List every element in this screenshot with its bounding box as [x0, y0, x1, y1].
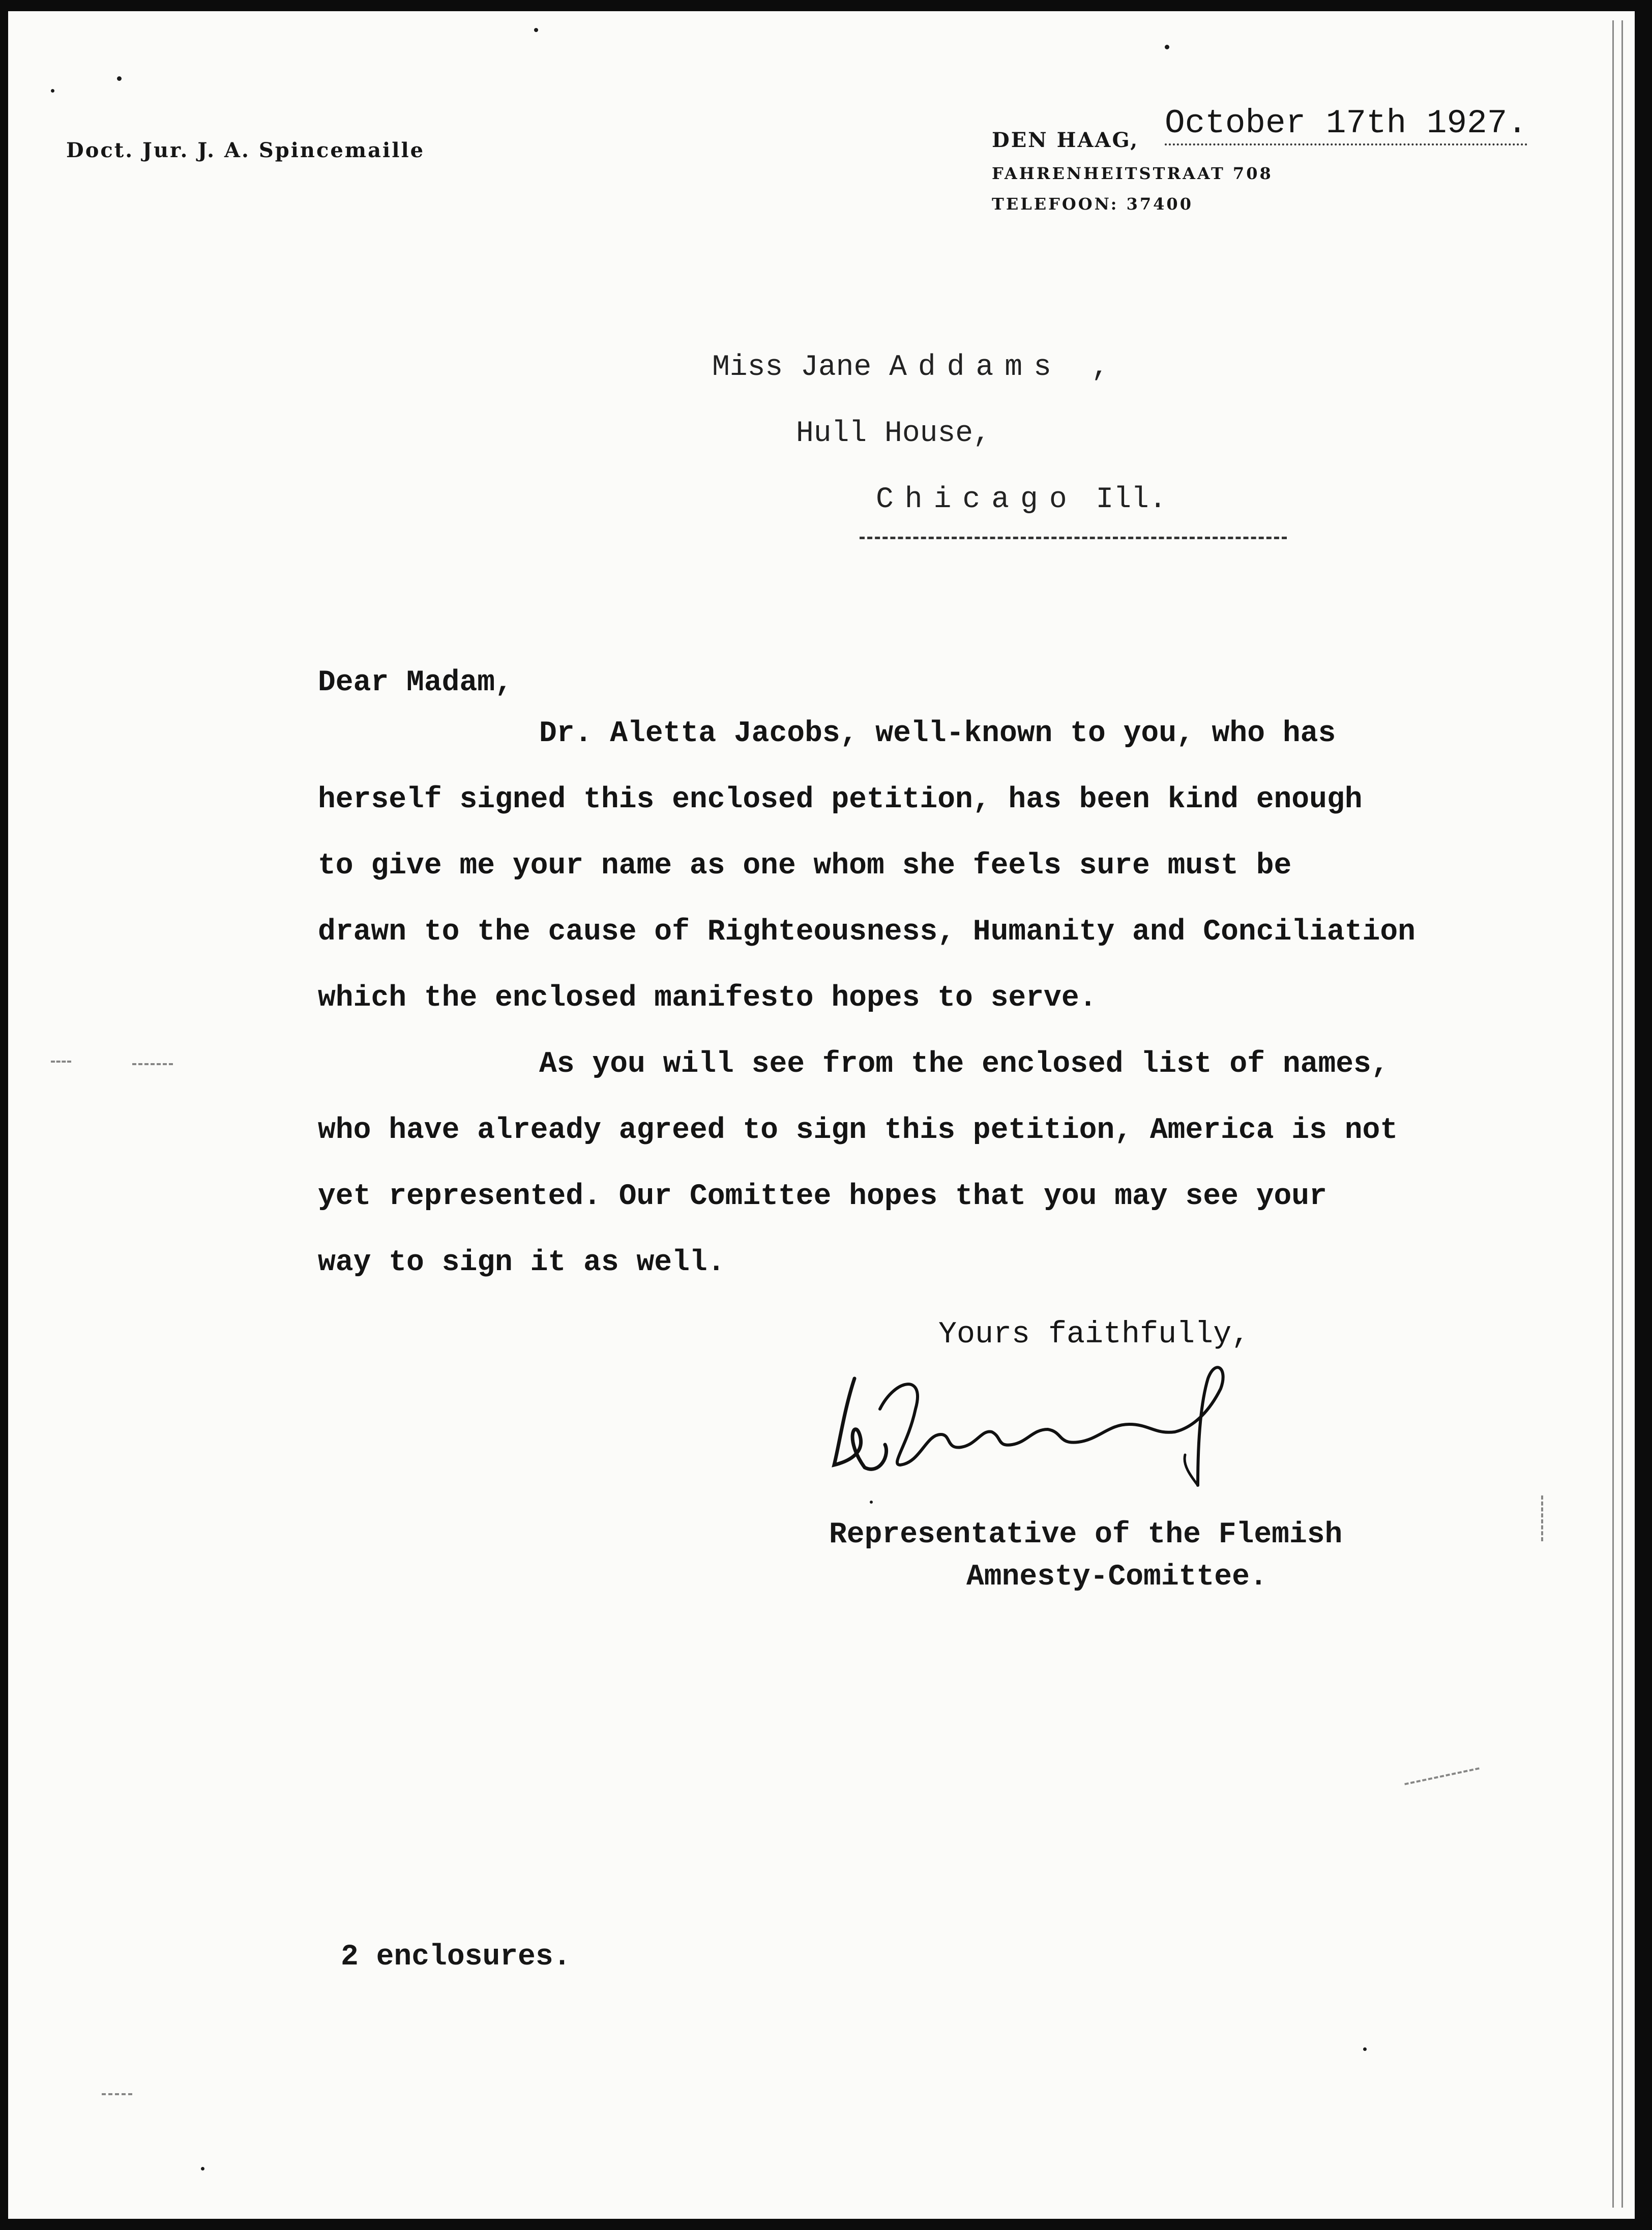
- page-edge-line: [1612, 20, 1614, 2208]
- scan-speck: [1165, 45, 1169, 49]
- body-line: to give me your name as one whom she feels sure must be: [318, 849, 1292, 883]
- recipient-city: [876, 483, 1167, 516]
- scan-speck: [117, 76, 122, 81]
- enclosures-note: 2 enclosures.: [341, 1941, 571, 1974]
- scan-speck: [870, 1501, 873, 1504]
- scan-speck: [1363, 2047, 1367, 2051]
- scan-speck: [534, 28, 538, 32]
- letter-date: October 17th 1927.: [1165, 104, 1527, 145]
- recipient-city-name: Chicago: [876, 483, 1078, 516]
- recipient-line2: Hull House,: [796, 417, 991, 450]
- recipient-name: [712, 351, 1120, 384]
- valediction: Yours faithfully,: [938, 1317, 1250, 1352]
- signatory-role-line1: Representative of the Flemish: [829, 1518, 1343, 1551]
- body-line: which the enclosed manifesto hopes to serve.: [318, 982, 1097, 1015]
- body-line: way to sign it as well.: [318, 1246, 725, 1279]
- body-line: who have already agreed to sign this petition, America is not: [318, 1114, 1398, 1147]
- scan-border-left: [0, 0, 8, 2230]
- scan-border-right: [1635, 0, 1652, 2230]
- letterhead-phone: TELEFOON: 37400: [992, 194, 1193, 214]
- letterhead-city: DEN HAAG,: [992, 128, 1139, 152]
- scan-border-bottom: [0, 2219, 1652, 2230]
- scan-speck: [51, 89, 54, 93]
- recipient-state: Ill.: [1078, 483, 1167, 516]
- page-edge-line: [1621, 20, 1623, 2208]
- recipient-surname: Addams ,: [889, 351, 1120, 384]
- body-line: As you will see from the enclosed list of names,: [539, 1048, 1389, 1081]
- letterhead-street: FAHRENHEITSTRAAT 708: [992, 164, 1273, 183]
- scan-mark: [1404, 1767, 1480, 1785]
- salutation: Dear Madam,: [318, 666, 513, 699]
- scan-speck: [201, 2167, 204, 2170]
- scan-border-top: [0, 0, 1652, 11]
- address-underline: [860, 537, 1287, 539]
- body-line: yet represented. Our Comittee hopes that you may see your: [318, 1180, 1327, 1213]
- scan-mark: [132, 1063, 173, 1065]
- recipient-name-prefix: Miss Jane: [712, 351, 890, 384]
- body-line: drawn to the cause of Righteousness, Humanity and Conciliation: [318, 916, 1415, 949]
- signatory-role-line2: Amnesty-Comittee.: [966, 1561, 1267, 1594]
- body-line: herself signed this enclosed petition, has been kind enough: [318, 783, 1363, 816]
- scan-mark: [51, 1061, 71, 1063]
- letterhead-sender: Doct. Jur. J. A. Spincemaille: [66, 138, 425, 162]
- body-line: Dr. Aletta Jacobs, well-known to you, who has: [539, 717, 1336, 750]
- scan-mark: [1541, 1495, 1547, 1541]
- handwritten-signature: [824, 1348, 1302, 1501]
- scan-mark: [102, 2093, 132, 2095]
